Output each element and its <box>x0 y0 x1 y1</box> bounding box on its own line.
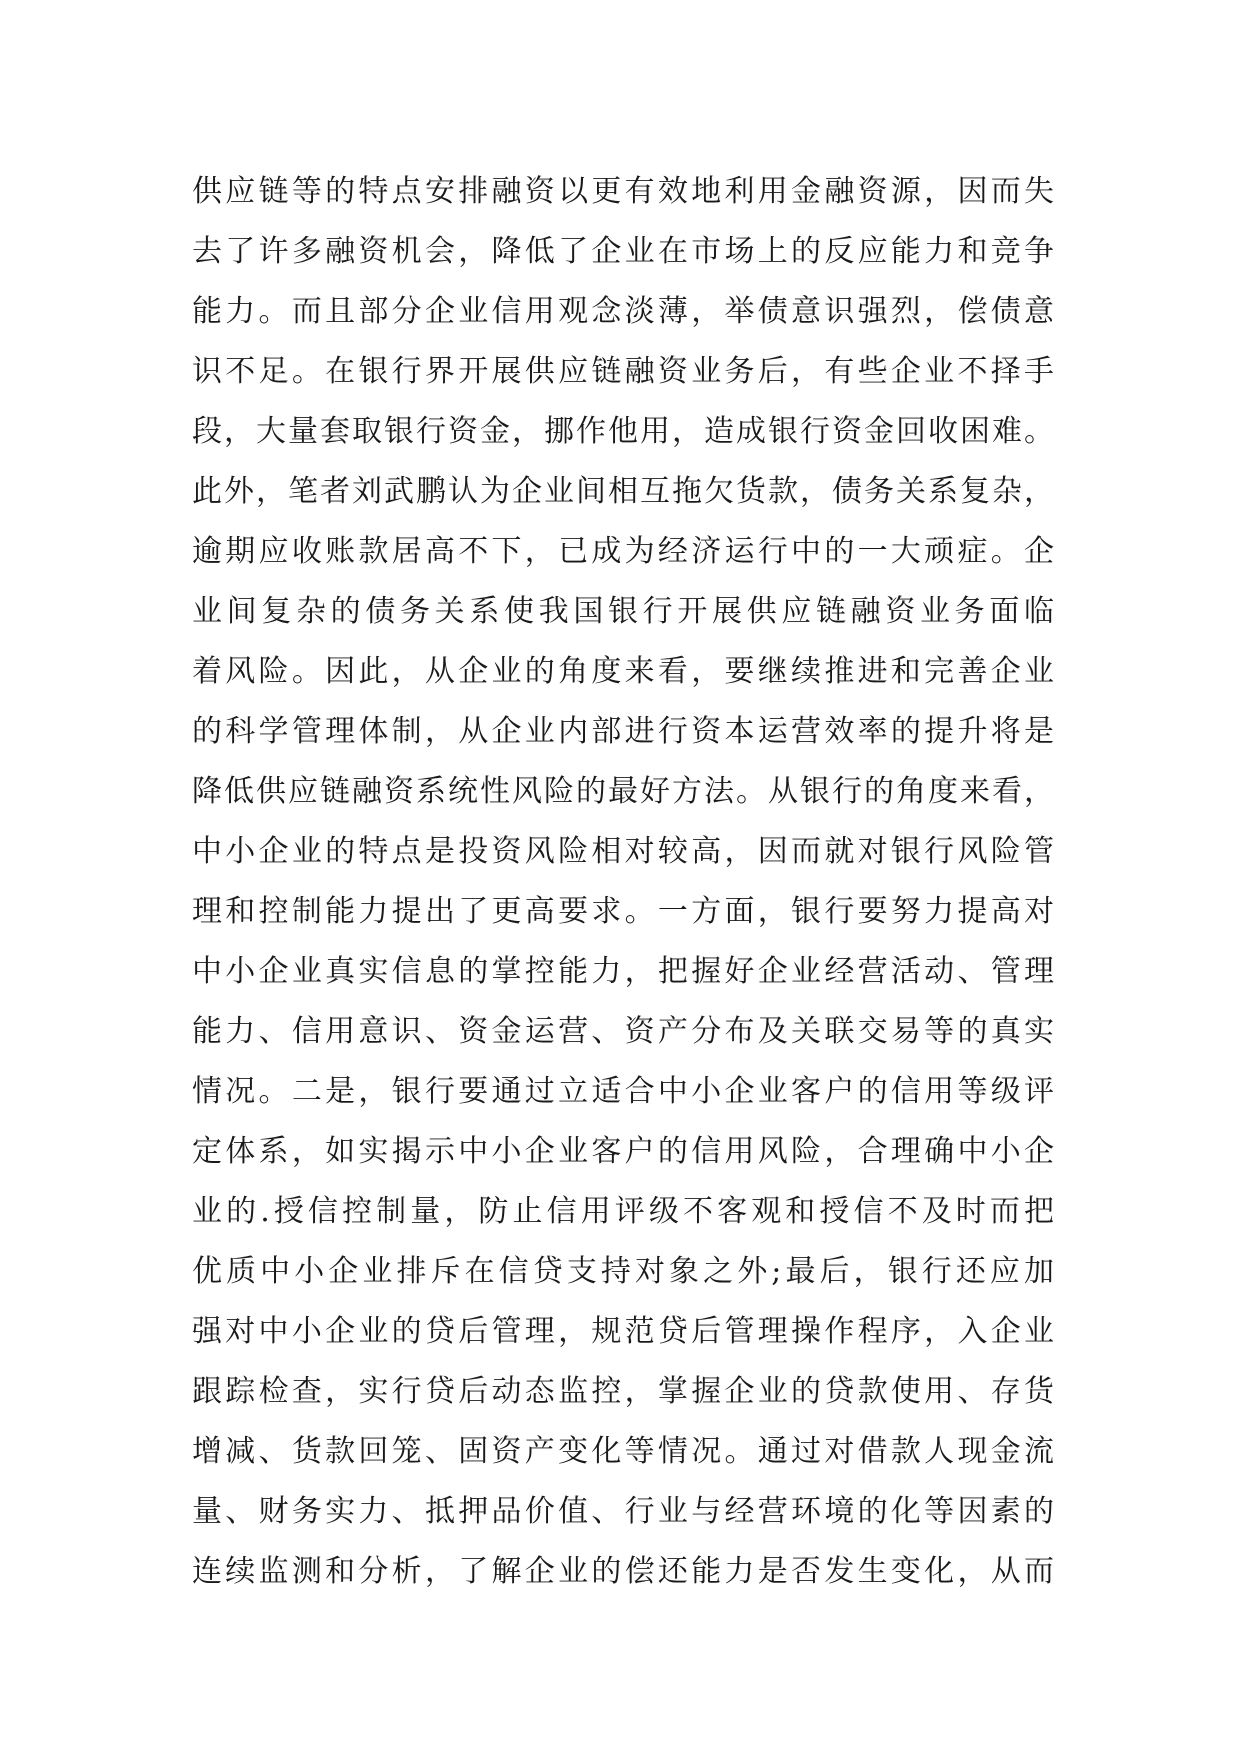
text-line: 增减、货款回笼、固资产变化等情况。通过对借款人现金流 <box>192 1434 1054 1469</box>
body-paragraph <box>192 162 1054 1602</box>
text-line: 此外，笔者刘武鹏认为企业间相互拖欠货款，债务关系复杂， <box>192 474 1054 509</box>
text-line: 能力、信用意识、资金运营、资产分布及关联交易等的真实 <box>192 1014 1054 1049</box>
text-line: 的科学管理体制，从企业内部进行资本运营效率的提升将是 <box>192 714 1054 749</box>
text-line: 中小企业的特点是投资风险相对较高，因而就对银行风险管 <box>192 834 1054 869</box>
text-line: 降低供应链融资系统性风险的最好方法。从银行的角度来看， <box>192 774 1054 809</box>
text-line: 识不足。在银行界开展供应链融资业务后，有些企业不择手 <box>192 354 1054 389</box>
text-line: 连续监测和分析，了解企业的偿还能力是否发生变化，从而 <box>192 1554 1054 1589</box>
text-line: 情况。二是，银行要通过立适合中小企业客户的信用等级评 <box>192 1074 1054 1109</box>
text-line: 业间复杂的债务关系使我国银行开展供应链融资业务面临 <box>192 594 1054 629</box>
text-line: 逾期应收账款居高不下，已成为经济运行中的一大顽症。企 <box>192 534 1054 569</box>
text-line: 中小企业真实信息的掌控能力，把握好企业经营活动、管理 <box>192 954 1054 989</box>
text-line: 理和控制能力提出了更高要求。一方面，银行要努力提高对 <box>192 894 1054 929</box>
text-line: 着风险。因此，从企业的角度来看，要继续推进和完善企业 <box>192 654 1054 689</box>
text-line: 强对中小企业的贷后管理，规范贷后管理操作程序，入企业 <box>192 1314 1054 1349</box>
text-line: 跟踪检查，实行贷后动态监控，掌握企业的贷款使用、存货 <box>192 1374 1054 1409</box>
text-line: 供应链等的特点安排融资以更有效地利用金融资源，因而失 <box>192 174 1054 209</box>
text-line: 能力。而且部分企业信用观念淡薄，举债意识强烈，偿债意 <box>192 294 1054 329</box>
text-line: 优质中小企业排斥在信贷支持对象之外;最后，银行还应加 <box>192 1254 1054 1289</box>
text-line: 业的.授信控制量，防止信用评级不客观和授信不及时而把 <box>192 1194 1054 1229</box>
text-line: 去了许多融资机会，降低了企业在市场上的反应能力和竞争 <box>192 234 1054 269</box>
text-line: 量、财务实力、抵押品价值、行业与经营环境的化等因素的 <box>192 1494 1054 1529</box>
text-line: 定体系，如实揭示中小企业客户的信用风险，合理确中小企 <box>192 1134 1054 1169</box>
text-line: 段，大量套取银行资金，挪作他用，造成银行资金回收困难。 <box>192 414 1054 449</box>
